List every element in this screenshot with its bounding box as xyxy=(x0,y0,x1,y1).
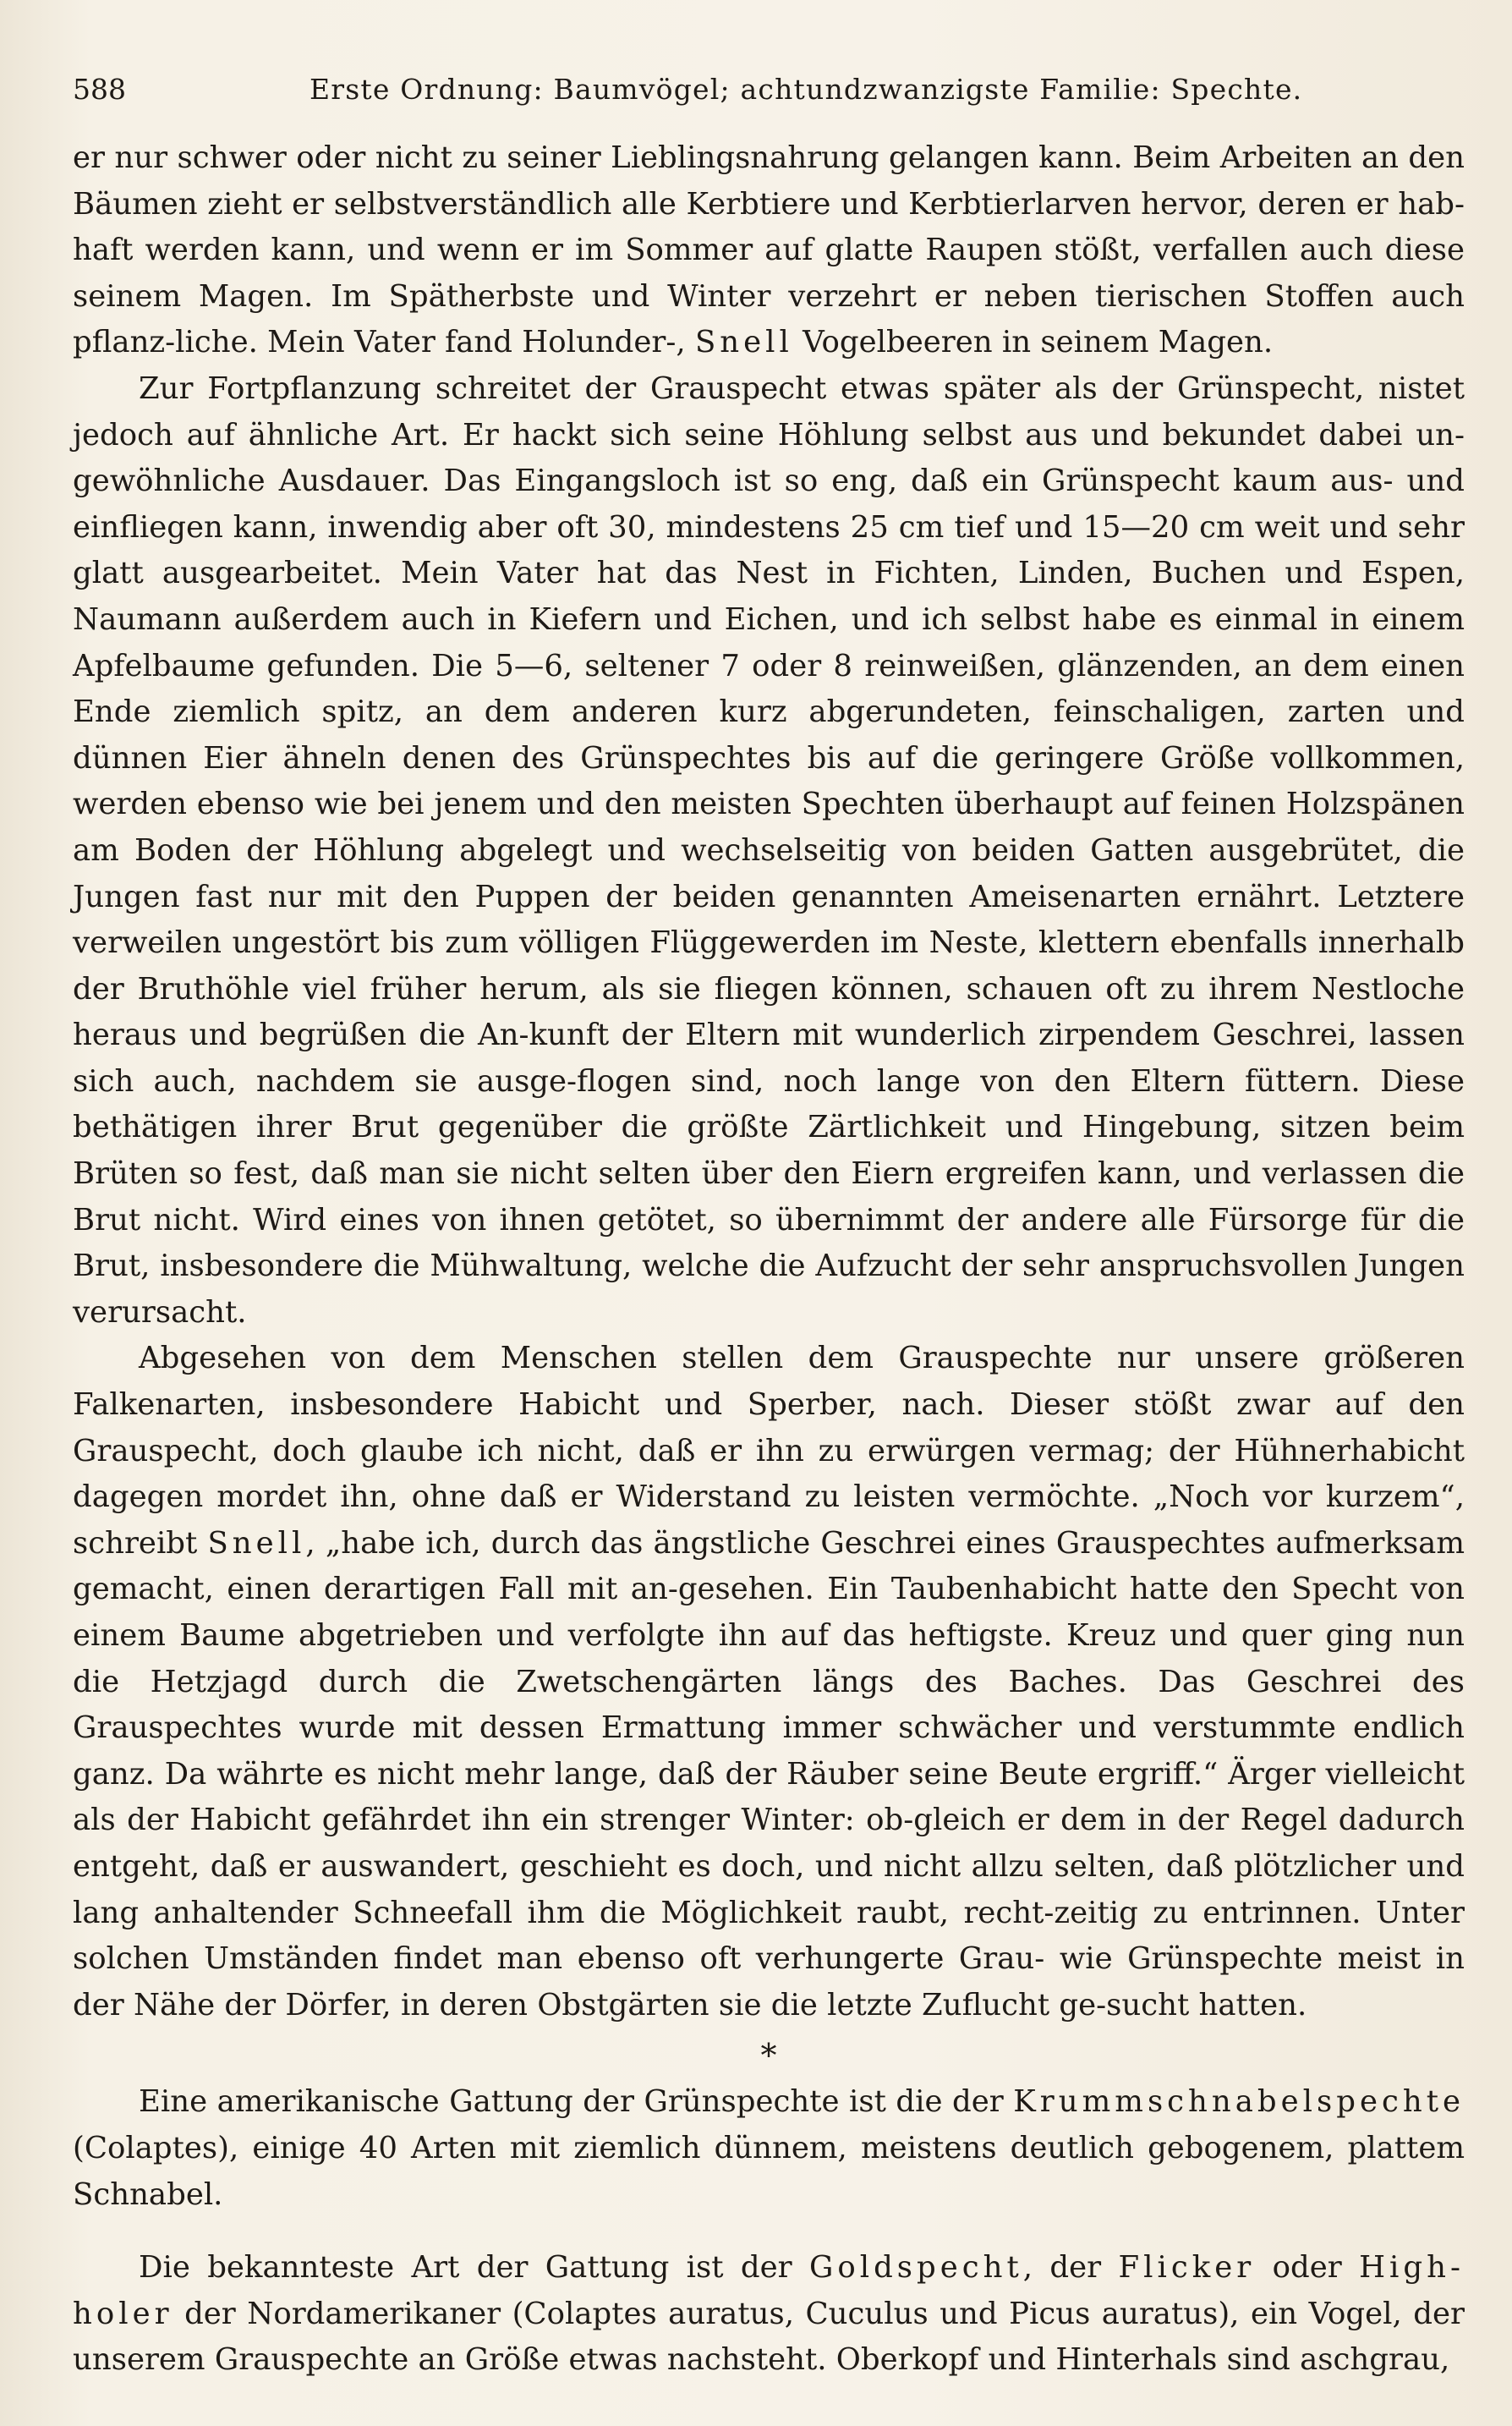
body-text xyxy=(73,135,1465,2384)
genus-name: Krummschnabelspechte xyxy=(1013,2084,1465,2120)
page-header xyxy=(73,66,1476,117)
author-name: Snell xyxy=(207,1525,306,1561)
author-name: Snell xyxy=(694,325,793,360)
paragraph-diet: er nur schwer oder nicht zu seiner Lieblingsnahrung gelangen kann. Beim Arbeiten an den Bäumen zieht er selbstverständlich alle Kerbtiere und Kerbtierlarven hervor, deren er hab-haft werden kann, und wenn er im Sommer auf glatte Raupen stößt, verfallen auch diese seinem Magen. Im Spätherbste und Winter verzehrt er neben tierischen Stoffen auch pflanz-liche. Mein Vater fand Holunder-, Snell Vogelbeeren in seinem Magen. xyxy=(73,140,1465,360)
running-head: Erste Ordnung: Baumvögel; achtundzwanzigste Familie: Spechte. xyxy=(310,73,1303,106)
species-name: Flicker xyxy=(1118,2250,1256,2286)
paragraph-enemies: Abgesehen von dem Menschen stellen dem Grauspechte nur unsere größeren Falkenarten, insbesondere Habicht und Sperber, nach. Dieser stößt zwar auf den Grauspecht, doch glaube ich nicht, daß er ihn zu erwürgen vermag; der Hühnerhabicht dagegen mordet ihn, ohne daß er Widerstand zu leisten vermöchte. „Noch vor kurzem“, schreibt Snell, „habe ich, durch das ängstliche Geschrei eines Grauspechtes aufmerksam gemacht, einen derartigen Fall mit an-gesehen. Ein Taubenhabicht hatte den Specht von einem Baume abgetrieben und verfolgte ihn auf das heftigste. Kreuz und quer ging nun die Hetzjagd durch die Zwetschengärten längs des Baches. Das Geschrei des Grauspechtes wurde mit dessen Ermattung immer schwächer und verstummte endlich ganz. Da währte es nicht mehr lange, daß der Räuber seine Beute ergriff.“ Ärger vielleicht als der Habicht gefährdet ihn ein strenger Winter: ob-gleich er dem in der Regel dadurch entgeht, daß er auswandert, geschieht es doch, und nicht allzu selten, daß plötzlicher und lang anhaltender Schneefall ihm die Möglichkeit raubt, recht-zeitig zu entrinnen. Unter solchen Umständen findet man ebenso oft verhungerte Grau- wie Grünspechte meist in der Nähe der Dörfer, in deren Obstgärten sie die letzte Zuflucht ge-sucht hatten. xyxy=(73,1341,1465,2023)
section-separator: * xyxy=(760,2037,777,2075)
paragraph-species: Die bekannteste Art der Gattung ist der Goldspecht, der Flicker oder High-holer der Nordamerikaner (Colaptes auratus, Cuculus und Picus auratus), ein Vogel, der unserem Grauspechte an Größe etwas nachsteht. Oberkopf und Hinterhals sind aschgrau, xyxy=(73,2250,1465,2378)
species-name: Goldspecht xyxy=(808,2250,1023,2286)
paragraph-genus: Eine amerikanische Gattung der Grünspechte ist die der Krummschnabelspechte (Colaptes), einige 40 Arten mit ziemlich dünnem, meistens deutlich gebogenem, plattem Schnabel. xyxy=(73,2084,1465,2212)
species-name: High-holer xyxy=(73,2250,1465,2331)
page-number: 588 xyxy=(73,73,126,106)
paragraph-breeding: Zur Fortpflanzung schreitet der Grauspecht etwas später als der Grünspecht, nistet jedoch auf ähnliche Art. Er hackt sich seine Höhlung selbst aus und bekundet dabei un-gewöhnliche Ausdauer. Das Eingangsloch ist so eng, daß ein Grünspecht kaum aus- und einfliegen kann, inwendig aber oft 30, mindestens 25 cm tief und 15—20 cm weit und sehr glatt ausgearbeitet. Mein Vater hat das Nest in Fichten, Linden, Buchen und Espen, Naumann außerdem auch in Kiefern und Eichen, und ich selbst habe es einmal in einem Apfelbaume gefunden. Die 5—6, seltener 7 oder 8 reinweißen, glänzenden, an dem einen Ende ziemlich spitz, an dem anderen kurz abgerundeten, feinschaligen, zarten und dünnen Eier ähneln denen des Grünspechtes bis auf die geringere Größe vollkommen, werden ebenso wie bei jenem und den meisten Spechten überhaupt auf feinen Holzspänen am Boden der Höhlung abgelegt und wechselseitig von beiden Gatten ausgebrütet, die Jungen fast nur mit den Puppen der beiden genannten Ameisenarten ernährt. Letztere verweilen ungestört bis zum völligen Flüggewerden im Neste, klettern ebenfalls innerhalb der Bruthöhle viel früher herum, als sie fliegen können, schauen oft zu ihrem Nestloche heraus und begrüßen die An-kunft der Eltern mit wunderlich zirpendem Geschrei, lassen sich auch, nachdem sie ausge-flogen sind, noch lange von den Eltern füttern. Diese bethätigen ihrer Brut gegenüber die größte Zärtlichkeit und Hingebung, sitzen beim Brüten so fest, daß man sie nicht selten über den Eiern ergreifen kann, und verlassen die Brut nicht. Wird eines von ihnen getötet, so übernimmt der andere alle Fürsorge für die Brut, insbesondere die Mühwaltung, welche die Aufzucht der sehr anspruchsvollen Jungen verursacht. xyxy=(73,370,1465,1330)
